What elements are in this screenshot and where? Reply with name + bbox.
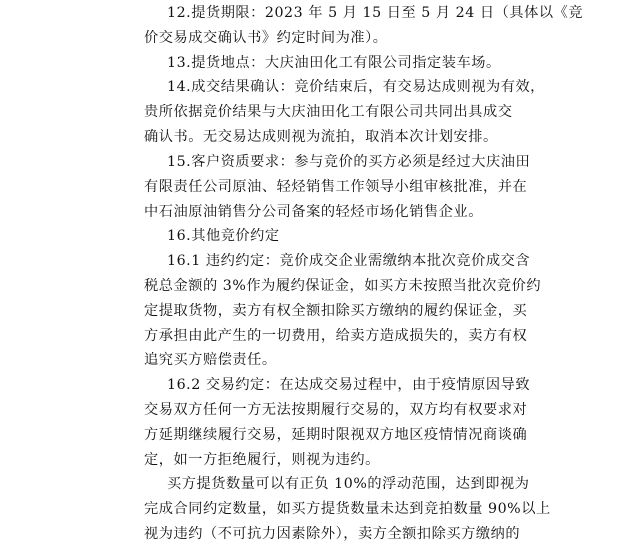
text-line: 交易双方任何一方无法按期履行交易的，双方均有权要求对: [144, 402, 528, 418]
text-line: 方延期继续履行交易，延期时限视双方地区疫情情况商谈确: [144, 426, 528, 443]
text-line: 有限责任公司原油、轻烃销售工作领导小组审核批准，并在: [144, 178, 528, 195]
text-line-clause-15: 15.客户资质要求：参与竞价的买方必须是经过大庆油田: [167, 153, 531, 170]
text-line: 视为违约（不可抗力因素除外），卖方全额扣除买方缴纳的: [144, 526, 521, 542]
text-line-clause-13: 13.提货地点：大庆油田化工有限公司指定装车场。: [167, 54, 501, 71]
text-line-clause-16-2: 16.2 交易约定：在达成交易过程中，由于疫情原因导致: [167, 377, 531, 394]
text-line: 追究买方赔偿责任。: [144, 352, 277, 369]
text-line-clause-16: 16.其他竞价约定: [167, 228, 280, 245]
text-line: 定，如一方拒绝履行，则视为违约。: [144, 451, 380, 468]
text-line-clause-12: 12.提货期限：2023 年 5 月 15 日至 5 月 24 日（具体以《竞: [167, 5, 584, 21]
text-line: 中石油原油销售分公司备案的轻烃市场化销售企业。: [144, 203, 483, 220]
text-line: 贵所依据竞价结果与大庆油田化工有限公司共同出具成交: [144, 104, 513, 121]
text-line: 定提取货物，卖方有权全额扣除买方缴纳的履约保证金，买: [144, 302, 528, 319]
text-line: 税总金额的 3%作为履约保证金，如买方未按照当批次竞价约: [144, 277, 542, 294]
text-line: 完成合同约定数量，如买方提货数量未达到竞拍数量 90%以上: [144, 501, 551, 518]
text-line: 价交易成交确认书》约定时间为准）。: [144, 29, 388, 46]
text-line-quantity: 买方提货数量可以有正负 10%的浮动范围，达到即视为: [167, 476, 530, 493]
text-line: 确认书。无交易达成则视为流拍，取消本次计划安排。: [144, 129, 498, 145]
text-line-clause-16-1: 16.1 违约约定：竞价成交企业需缴纳本批次竞价成交含: [167, 253, 531, 270]
text-line-clause-14: 14.成交结果确认：竞价结束后，有交易达成则视为有效，: [167, 79, 545, 96]
text-line: 方承担由此产生的一切费用，给卖方造成损失的，卖方有权: [144, 327, 528, 344]
